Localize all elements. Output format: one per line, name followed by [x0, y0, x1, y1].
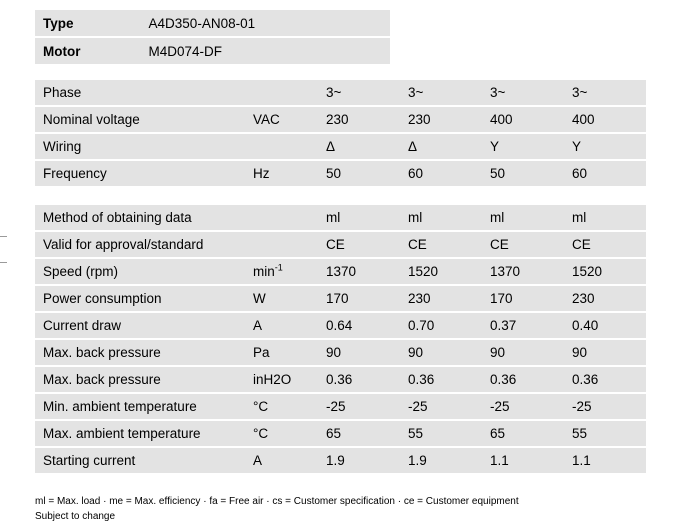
table-row	[35, 38, 390, 64]
row-value: M4D074-DF	[141, 38, 390, 64]
spec-name: Phase	[35, 80, 245, 105]
identification-table	[35, 8, 390, 66]
spec-value: 1520	[400, 259, 482, 284]
spec-value: -25	[564, 394, 646, 419]
spec-value: 0.36	[564, 367, 646, 392]
electrical-ratings-body	[35, 80, 646, 186]
footnote-legend: ml = Max. load · me = Max. efficiency · fa = Free air · cs = Customer specification · ce = Customer equipment	[35, 496, 519, 507]
spec-value: Y	[564, 134, 646, 159]
table-row	[35, 232, 646, 257]
spec-unit-exponent: -1	[274, 262, 283, 273]
spec-name: Max. back pressure	[35, 340, 245, 365]
spec-unit	[245, 107, 318, 132]
table-row	[35, 134, 646, 159]
spec-name: Starting current	[35, 448, 245, 473]
spec-value: 0.70	[400, 313, 482, 338]
spec-value: 1.9	[318, 448, 400, 473]
table-row	[35, 161, 646, 186]
identification-table-body	[35, 10, 390, 64]
spec-value: 60	[564, 161, 646, 186]
spec-value: Δ	[318, 134, 400, 159]
table-row	[35, 80, 646, 105]
spec-value: 1520	[564, 259, 646, 284]
spec-value: CE	[400, 232, 482, 257]
row-label: Motor	[35, 38, 141, 64]
spec-name: Speed (rpm)	[35, 259, 245, 284]
spec-value: 170	[482, 286, 564, 311]
table-row	[35, 205, 646, 230]
spec-unit	[245, 421, 318, 446]
spec-unit-text: A	[253, 453, 263, 468]
electrical-ratings-table	[35, 78, 646, 188]
spec-name: Max. ambient temperature	[35, 421, 245, 446]
spec-unit	[245, 367, 318, 392]
spec-name: Frequency	[35, 161, 245, 186]
spec-name: Wiring	[35, 134, 245, 159]
spec-value: 0.64	[318, 313, 400, 338]
spec-unit	[245, 394, 318, 419]
spec-unit-text: min	[253, 264, 275, 279]
spec-unit	[245, 134, 318, 159]
spec-value: 230	[400, 286, 482, 311]
spec-value: 65	[318, 421, 400, 446]
spec-value: 3~	[564, 80, 646, 105]
row-label: Type	[35, 10, 141, 36]
spec-value: 90	[400, 340, 482, 365]
spec-name: Power consumption	[35, 286, 245, 311]
spec-unit	[245, 232, 318, 257]
spec-unit-text: A	[253, 318, 263, 333]
spec-value: -25	[400, 394, 482, 419]
spec-unit-text: Hz	[253, 166, 270, 181]
page-edge-mark	[0, 236, 7, 237]
table-row	[35, 394, 646, 419]
spec-value: 1370	[482, 259, 564, 284]
table-row	[35, 286, 646, 311]
table-row	[35, 340, 646, 365]
spec-unit-text: VAC	[253, 112, 280, 127]
table-row	[35, 313, 646, 338]
spec-value: 3~	[400, 80, 482, 105]
table-row	[35, 10, 390, 36]
spec-value: ml	[400, 205, 482, 230]
row-value: A4D350-AN08-01	[141, 10, 390, 36]
spec-value: -25	[318, 394, 400, 419]
spec-unit-text: Pa	[253, 345, 270, 360]
spec-value: 90	[564, 340, 646, 365]
spec-value: 1.1	[564, 448, 646, 473]
spec-value: ml	[318, 205, 400, 230]
footnotes	[35, 494, 655, 524]
spec-unit-text: W	[253, 291, 266, 306]
spec-name: Valid for approval/standard	[35, 232, 245, 257]
spec-unit	[245, 259, 318, 284]
spec-value: 0.37	[482, 313, 564, 338]
spec-value: 3~	[318, 80, 400, 105]
spec-value: 60	[400, 161, 482, 186]
spec-value: 230	[400, 107, 482, 132]
spec-value: 230	[564, 286, 646, 311]
spec-value: 0.40	[564, 313, 646, 338]
spec-value: 55	[400, 421, 482, 446]
spec-value: 1370	[318, 259, 400, 284]
page-edge-mark	[0, 262, 7, 263]
spec-value: 3~	[482, 80, 564, 105]
spec-value: 65	[482, 421, 564, 446]
spec-value: 55	[564, 421, 646, 446]
spec-unit-text: inH2O	[253, 372, 292, 387]
spec-value: CE	[318, 232, 400, 257]
spec-value: 0.36	[318, 367, 400, 392]
spec-value: CE	[482, 232, 564, 257]
performance-data-table	[35, 203, 646, 475]
footnote-disclaimer: Subject to change	[35, 511, 116, 522]
spec-name: Min. ambient temperature	[35, 394, 245, 419]
spec-unit	[245, 448, 318, 473]
table-row	[35, 107, 646, 132]
spec-unit	[245, 80, 318, 105]
spec-value: 50	[318, 161, 400, 186]
table-row	[35, 448, 646, 473]
spec-value: 90	[318, 340, 400, 365]
spec-name: Method of obtaining data	[35, 205, 245, 230]
spec-unit	[245, 161, 318, 186]
spec-value: CE	[564, 232, 646, 257]
spec-value: ml	[564, 205, 646, 230]
spec-value: 1.1	[482, 448, 564, 473]
spec-value: ml	[482, 205, 564, 230]
spec-unit-text: °C	[253, 426, 269, 441]
spec-value: 400	[482, 107, 564, 132]
spec-unit	[245, 286, 318, 311]
spec-value: 90	[482, 340, 564, 365]
spec-value: 1.9	[400, 448, 482, 473]
spec-name: Max. back pressure	[35, 367, 245, 392]
table-row	[35, 259, 646, 284]
table-row	[35, 421, 646, 446]
spec-value: Δ	[400, 134, 482, 159]
spec-unit	[245, 340, 318, 365]
spec-value: 50	[482, 161, 564, 186]
performance-data-body	[35, 205, 646, 473]
spec-value: -25	[482, 394, 564, 419]
spec-value: 0.36	[400, 367, 482, 392]
spec-name: Nominal voltage	[35, 107, 245, 132]
spec-value: 230	[318, 107, 400, 132]
spec-unit	[245, 205, 318, 230]
spec-value: Y	[482, 134, 564, 159]
spec-value: 400	[564, 107, 646, 132]
spec-name: Current draw	[35, 313, 245, 338]
spec-unit-text: °C	[253, 399, 269, 414]
table-row	[35, 367, 646, 392]
spec-value: 0.36	[482, 367, 564, 392]
spec-unit	[245, 313, 318, 338]
spec-value: 170	[318, 286, 400, 311]
